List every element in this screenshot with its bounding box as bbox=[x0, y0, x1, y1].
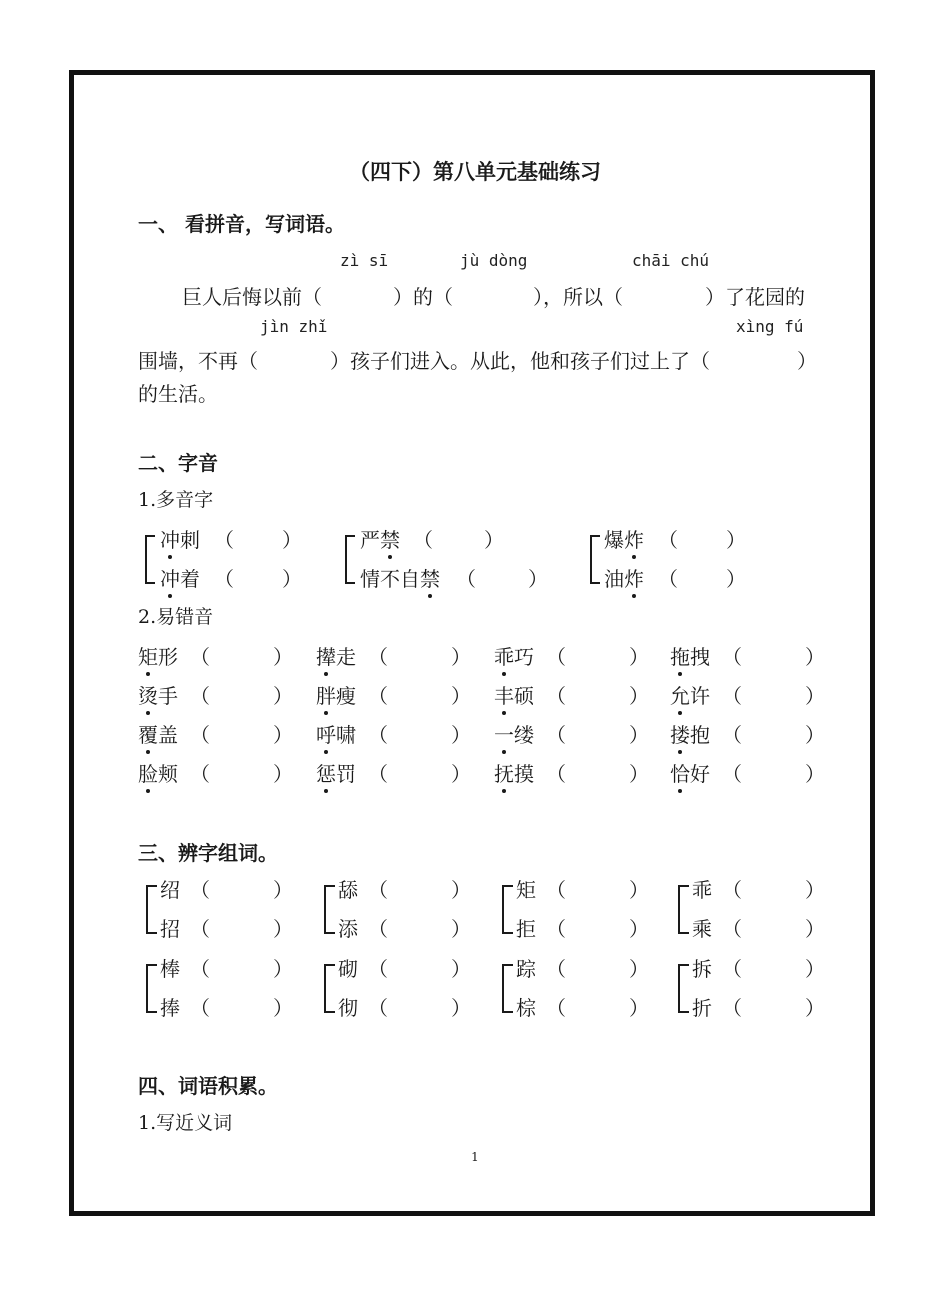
answer-blank-open: （ bbox=[190, 917, 210, 941]
bracket bbox=[502, 885, 513, 934]
polyphone-word: 情不自禁 bbox=[360, 563, 440, 592]
pair-character: 棕 bbox=[516, 996, 536, 1020]
tricky-word: 搂抱 bbox=[670, 719, 710, 748]
answer-blank-close: ） bbox=[282, 528, 302, 552]
answer-blank-close: ） bbox=[805, 996, 825, 1020]
pinyin-judong: jù dòng bbox=[460, 251, 528, 270]
pair-character: 拒 bbox=[516, 917, 536, 941]
answer-blank-open: （ bbox=[722, 723, 742, 747]
pair-character: 矩 bbox=[516, 878, 536, 902]
pair-character: 舔 bbox=[338, 878, 358, 902]
pair-character: 棒 bbox=[160, 957, 180, 981]
tricky-word: 撵走 bbox=[316, 641, 356, 670]
answer-blank-close: ） bbox=[273, 723, 293, 747]
answer-blank-close: ） bbox=[451, 762, 471, 786]
answer-blank-open: （ bbox=[546, 996, 566, 1020]
passage-line1-b: ）的（ bbox=[393, 285, 453, 309]
answer-blank-close: ） bbox=[629, 878, 649, 902]
bracket bbox=[678, 964, 689, 1013]
tricky-word: 脸颊 bbox=[138, 758, 178, 787]
answer-blank-open: （ bbox=[368, 645, 388, 669]
answer-blank-open: （ bbox=[413, 528, 433, 552]
tricky-word: 一缕 bbox=[494, 719, 534, 748]
answer-blank-open: （ bbox=[658, 528, 678, 552]
pinyin-jinzhi: jìn zhǐ bbox=[260, 317, 328, 336]
bracket bbox=[324, 885, 335, 934]
answer-blank-open: （ bbox=[368, 917, 388, 941]
pair-character: 彻 bbox=[338, 996, 358, 1020]
answer-blank-close: ） bbox=[629, 645, 649, 669]
answer-blank-close: ） bbox=[273, 878, 293, 902]
answer-blank-close: ） bbox=[451, 996, 471, 1020]
answer-blank-open: （ bbox=[190, 996, 210, 1020]
section-1-heading: 一、 看拼音，写词语。 bbox=[138, 212, 345, 236]
polyphone-word: 严禁 bbox=[360, 524, 400, 553]
tricky-word: 呼啸 bbox=[316, 719, 356, 748]
passage-line3: 的生活。 bbox=[138, 382, 218, 406]
tricky-word: 拖拽 bbox=[670, 641, 710, 670]
answer-blank-close: ） bbox=[629, 996, 649, 1020]
answer-blank-close: ） bbox=[629, 957, 649, 981]
answer-blank-open: （ bbox=[368, 684, 388, 708]
bracket bbox=[345, 535, 355, 584]
pair-character: 添 bbox=[338, 917, 358, 941]
answer-blank-open: （ bbox=[546, 645, 566, 669]
bracket bbox=[146, 885, 157, 934]
answer-blank-close: ） bbox=[451, 917, 471, 941]
polyphone-word: 油炸 bbox=[604, 563, 644, 592]
answer-blank-close: ） bbox=[805, 878, 825, 902]
page-title: （四下）第八单元基础练习 bbox=[349, 160, 601, 184]
polyphone-subheading: 1.多音字 bbox=[138, 489, 214, 511]
passage-line1-d: ）了花园的 bbox=[705, 285, 805, 309]
answer-blank-open: （ bbox=[546, 957, 566, 981]
bracket bbox=[145, 535, 155, 584]
answer-blank-open: （ bbox=[546, 917, 566, 941]
answer-blank-open: （ bbox=[190, 645, 210, 669]
tricky-word: 烫手 bbox=[138, 680, 178, 709]
section-3-heading: 三、辨字组词。 bbox=[138, 841, 278, 865]
answer-blank-close: ） bbox=[451, 878, 471, 902]
answer-blank-close: ） bbox=[528, 567, 548, 591]
answer-blank-open: （ bbox=[658, 567, 678, 591]
answer-blank-open: （ bbox=[190, 878, 210, 902]
passage-line2-c: ） bbox=[797, 349, 817, 373]
pinyin-zisi: zì sī bbox=[340, 251, 389, 270]
answer-blank-close: ） bbox=[629, 723, 649, 747]
pair-character: 乖 bbox=[692, 878, 712, 902]
pair-character: 踪 bbox=[516, 957, 536, 981]
answer-blank-open: （ bbox=[368, 957, 388, 981]
answer-blank-close: ） bbox=[273, 762, 293, 786]
pair-character: 乘 bbox=[692, 917, 712, 941]
tricky-word: 丰硕 bbox=[494, 680, 534, 709]
section-2-heading: 二、字音 bbox=[138, 451, 218, 475]
section-4-heading: 四、词语积累。 bbox=[138, 1074, 278, 1098]
polyphone-word: 冲刺 bbox=[160, 524, 200, 553]
answer-blank-open: （ bbox=[368, 878, 388, 902]
answer-blank-close: ） bbox=[805, 917, 825, 941]
answer-blank-open: （ bbox=[546, 878, 566, 902]
answer-blank-open: （ bbox=[722, 684, 742, 708]
answer-blank-open: （ bbox=[190, 957, 210, 981]
bracket bbox=[502, 964, 513, 1013]
answer-blank-open: （ bbox=[722, 996, 742, 1020]
answer-blank-close: ） bbox=[805, 684, 825, 708]
answer-blank-close: ） bbox=[282, 567, 302, 591]
pair-character: 捧 bbox=[160, 996, 180, 1020]
bracket bbox=[146, 964, 157, 1013]
tricky-word: 允许 bbox=[670, 680, 710, 709]
tricky-word: 惩罚 bbox=[316, 758, 356, 787]
answer-blank-open: （ bbox=[190, 684, 210, 708]
answer-blank-open: （ bbox=[190, 723, 210, 747]
answer-blank-close: ） bbox=[805, 762, 825, 786]
passage-line1-c: ），所以（ bbox=[533, 285, 623, 309]
passage-line2-a: 围墙，不再（ bbox=[138, 349, 258, 373]
tricky-word: 胖瘦 bbox=[316, 680, 356, 709]
answer-blank-open: （ bbox=[722, 957, 742, 981]
tricky-word: 覆盖 bbox=[138, 719, 178, 748]
bracket bbox=[590, 535, 600, 584]
answer-blank-close: ） bbox=[451, 957, 471, 981]
answer-blank-close: ） bbox=[805, 723, 825, 747]
answer-blank-open: （ bbox=[722, 917, 742, 941]
polyphone-word: 冲着 bbox=[160, 563, 200, 592]
synonym-subheading: 1.写近义词 bbox=[138, 1112, 233, 1134]
bracket bbox=[678, 885, 689, 934]
answer-blank-open: （ bbox=[456, 567, 476, 591]
bracket bbox=[324, 964, 335, 1013]
answer-blank-close: ） bbox=[451, 645, 471, 669]
answer-blank-close: ） bbox=[629, 762, 649, 786]
answer-blank-open: （ bbox=[722, 762, 742, 786]
tricky-word: 恰好 bbox=[670, 758, 710, 787]
answer-blank-open: （ bbox=[368, 723, 388, 747]
pair-character: 绍 bbox=[160, 878, 180, 902]
pair-character: 砌 bbox=[338, 957, 358, 981]
answer-blank-open: （ bbox=[214, 567, 234, 591]
pair-character: 拆 bbox=[692, 957, 712, 981]
answer-blank-close: ） bbox=[273, 684, 293, 708]
answer-blank-open: （ bbox=[722, 645, 742, 669]
answer-blank-close: ） bbox=[726, 528, 746, 552]
pair-character: 折 bbox=[692, 996, 712, 1020]
pinyin-chaichu: chāi chú bbox=[632, 251, 710, 270]
answer-blank-close: ） bbox=[629, 684, 649, 708]
answer-blank-close: ） bbox=[629, 917, 649, 941]
answer-blank-close: ） bbox=[273, 957, 293, 981]
polyphone-word: 爆炸 bbox=[604, 524, 644, 553]
answer-blank-close: ） bbox=[451, 684, 471, 708]
passage-line1-a: 巨人后悔以前（ bbox=[182, 285, 322, 309]
answer-blank-close: ） bbox=[451, 723, 471, 747]
answer-blank-close: ） bbox=[805, 957, 825, 981]
answer-blank-open: （ bbox=[546, 684, 566, 708]
answer-blank-close: ） bbox=[273, 917, 293, 941]
tricky-word: 矩形 bbox=[138, 641, 178, 670]
page-number: 1 bbox=[471, 1150, 479, 1164]
answer-blank-close: ） bbox=[273, 996, 293, 1020]
answer-blank-open: （ bbox=[368, 996, 388, 1020]
answer-blank-open: （ bbox=[722, 878, 742, 902]
pinyin-xingfu: xìng fú bbox=[736, 317, 804, 336]
answer-blank-close: ） bbox=[726, 567, 746, 591]
passage-line2-b: ）孩子们进入。从此，他和孩子们过上了（ bbox=[330, 349, 710, 373]
pair-character: 招 bbox=[160, 917, 180, 941]
answer-blank-open: （ bbox=[546, 762, 566, 786]
answer-blank-open: （ bbox=[546, 723, 566, 747]
tricky-word: 抚摸 bbox=[494, 758, 534, 787]
answer-blank-close: ） bbox=[273, 645, 293, 669]
answer-blank-open: （ bbox=[190, 762, 210, 786]
answer-blank-open: （ bbox=[368, 762, 388, 786]
answer-blank-close: ） bbox=[484, 528, 504, 552]
tricky-subheading: 2.易错音 bbox=[138, 606, 214, 628]
answer-blank-close: ） bbox=[805, 645, 825, 669]
answer-blank-open: （ bbox=[214, 528, 234, 552]
tricky-word: 乖巧 bbox=[494, 641, 534, 670]
